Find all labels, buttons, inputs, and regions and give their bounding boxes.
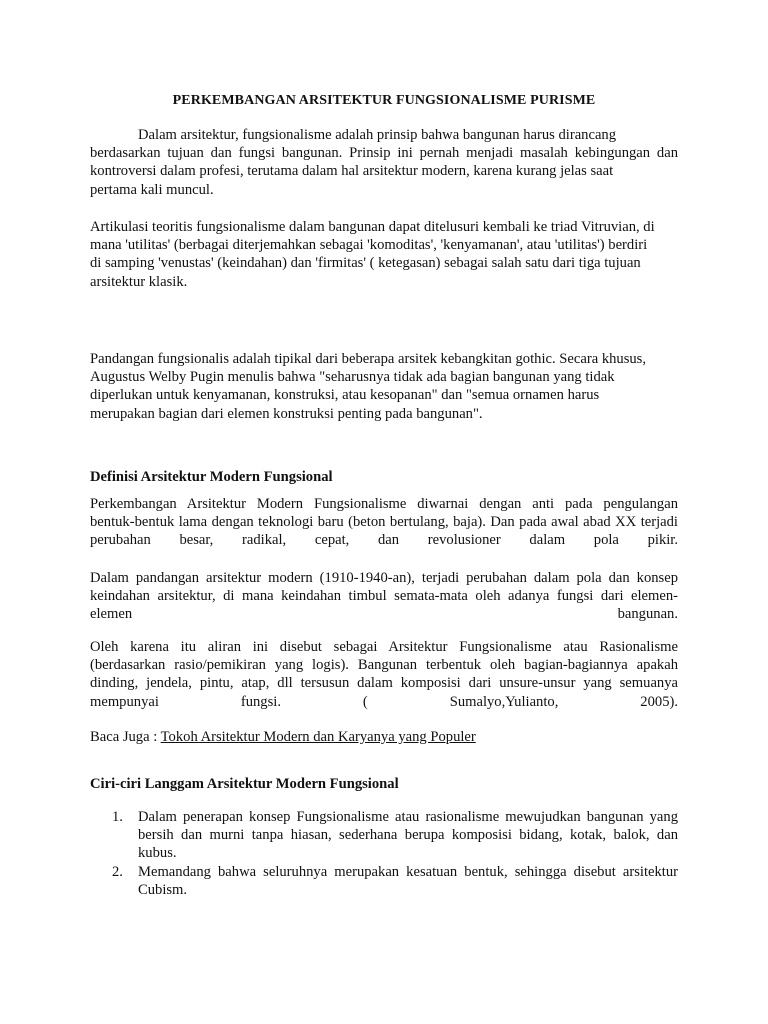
paragraph-definisi <box>90 495 678 550</box>
list-item <box>90 808 678 863</box>
paragraph-gothic <box>90 350 678 423</box>
paragraph-line: merupakan bagian dari elemen konstruksi penting pada bangunan". <box>90 405 483 422</box>
paragraph-line: mana 'utilitas' (berbagai diterjemahkan sebagai 'komoditas', 'kenyamanan', atau 'utilitas') berdiri <box>90 237 648 254</box>
paragraph-line: mempunyai fungsi. ( Sumalyo,Yulianto, 2005). <box>90 693 678 710</box>
paragraph-line: Augustus Welby Pugin menulis bahwa "seharusnya tidak ada bagian bangunan yang tidak <box>90 369 615 386</box>
list-item <box>90 863 678 899</box>
paragraph-line: Perkembangan Arsitektur Modern Fungsionalisme diwarnai dengan anti pada pengulangan <box>90 496 678 512</box>
paragraph-line: keindahan arsitektur, di mana keindahan timbul semata-mata oleh adanya fungsi dari elemen- <box>90 588 678 605</box>
list-item-line: Memandang bahwa seluruhnya merupakan kesatuan bentuk, sehingga disebut arsitektur <box>138 863 678 880</box>
paragraph-line: Dalam arsitektur, fungsionalisme adalah prinsip bahwa bangunan harus dirancang <box>138 127 617 143</box>
list-item-line: bersih dan murni tanpa hiasan, sederhana berupa komposisi bidang, kotak, balok, dan <box>138 827 678 844</box>
paragraph-line: dinding, jendela, pintu, atap, dll tersusun dalam komposisi dari unsure-unsur yang semuanya <box>90 675 678 692</box>
paragraph-intro <box>90 126 678 199</box>
paragraph-vitruvian <box>90 218 678 291</box>
paragraph-line: berdasarkan tujuan dan fungsi bangunan. Prinsip ini pernah menjadi masalah kebingungan dan <box>90 145 678 162</box>
section-heading-ciri-ciri: Ciri-ciri Langgam Arsitektur Modern Fungsional <box>90 776 399 792</box>
baca-juga-link[interactable]: Tokoh Arsitektur Modern dan Karyanya yang Populer <box>160 729 476 745</box>
paragraph-line: bentuk-bentuk lama dengan teknologi baru (beton bertulang, baja). Dan pada awal abad XX terjadi <box>90 514 678 531</box>
paragraph-line-split <box>90 605 678 623</box>
paragraph-line: kontroversi dalam profesi, terutama dalam hal arsitektur modern, karena kurang jelas saat <box>90 163 614 180</box>
paragraph-word: bangunan. <box>617 606 678 623</box>
ciri-ciri-list <box>90 808 678 899</box>
paragraph-line: Artikulasi teoritis fungsionalisme dalam bangunan dapat ditelusuri kembali ke triad Vitruvian, di <box>90 219 655 235</box>
paragraph-line: diperlukan untuk kenyamanan, konstruksi, atau kesopanan" dan "semua ornamen harus <box>90 387 600 404</box>
list-item-line: kubus. <box>138 845 177 862</box>
document-title: PERKEMBANGAN ARSITEKTUR FUNGSIONALISME PURISME <box>172 93 596 108</box>
paragraph-line: Oleh karena itu aliran ini disebut sebagai Arsitektur Fungsionalisme atau Rasionalisme <box>90 639 678 655</box>
baca-juga-line <box>90 728 678 746</box>
paragraph-line: Pandangan fungsionalis adalah tipikal dari beberapa arsitek kebangkitan gothic. Secara khusus, <box>90 351 647 367</box>
paragraph-pandangan <box>90 569 678 624</box>
list-item-line: Dalam penerapan konsep Fungsionalisme atau rasionalisme mewujudkan bangunan yang <box>138 809 678 825</box>
section-heading-definisi: Definisi Arsitektur Modern Fungsional <box>90 469 333 485</box>
paragraph-line: pertama kali muncul. <box>90 181 214 198</box>
list-number: 2. <box>112 863 123 880</box>
list-number: 1. <box>112 809 123 825</box>
baca-juga-label: Baca Juga : <box>90 729 161 745</box>
paragraph-line: perubahan besar, radikal, cepat, dan revolusioner dalam pola pikir. <box>90 532 678 549</box>
paragraph-rasionalisme <box>90 638 678 711</box>
paragraph-word: elemen <box>90 606 133 623</box>
paragraph-line: arsitektur klasik. <box>90 273 188 290</box>
list-item-line: Cubism. <box>138 881 188 898</box>
paragraph-line: (berdasarkan rasio/pemikiran yang logis). Bangunan terbentuk oleh bagian-bagiannya apakah <box>90 657 678 674</box>
paragraph-line: Dalam pandangan arsitektur modern (1910-1940-an), terjadi perubahan dalam pola dan konsep <box>90 570 678 586</box>
paragraph-line: di samping 'venustas' (keindahan) dan 'firmitas' ( ketegasan) sebagai salah satu dari tiga tujuan <box>90 255 641 272</box>
